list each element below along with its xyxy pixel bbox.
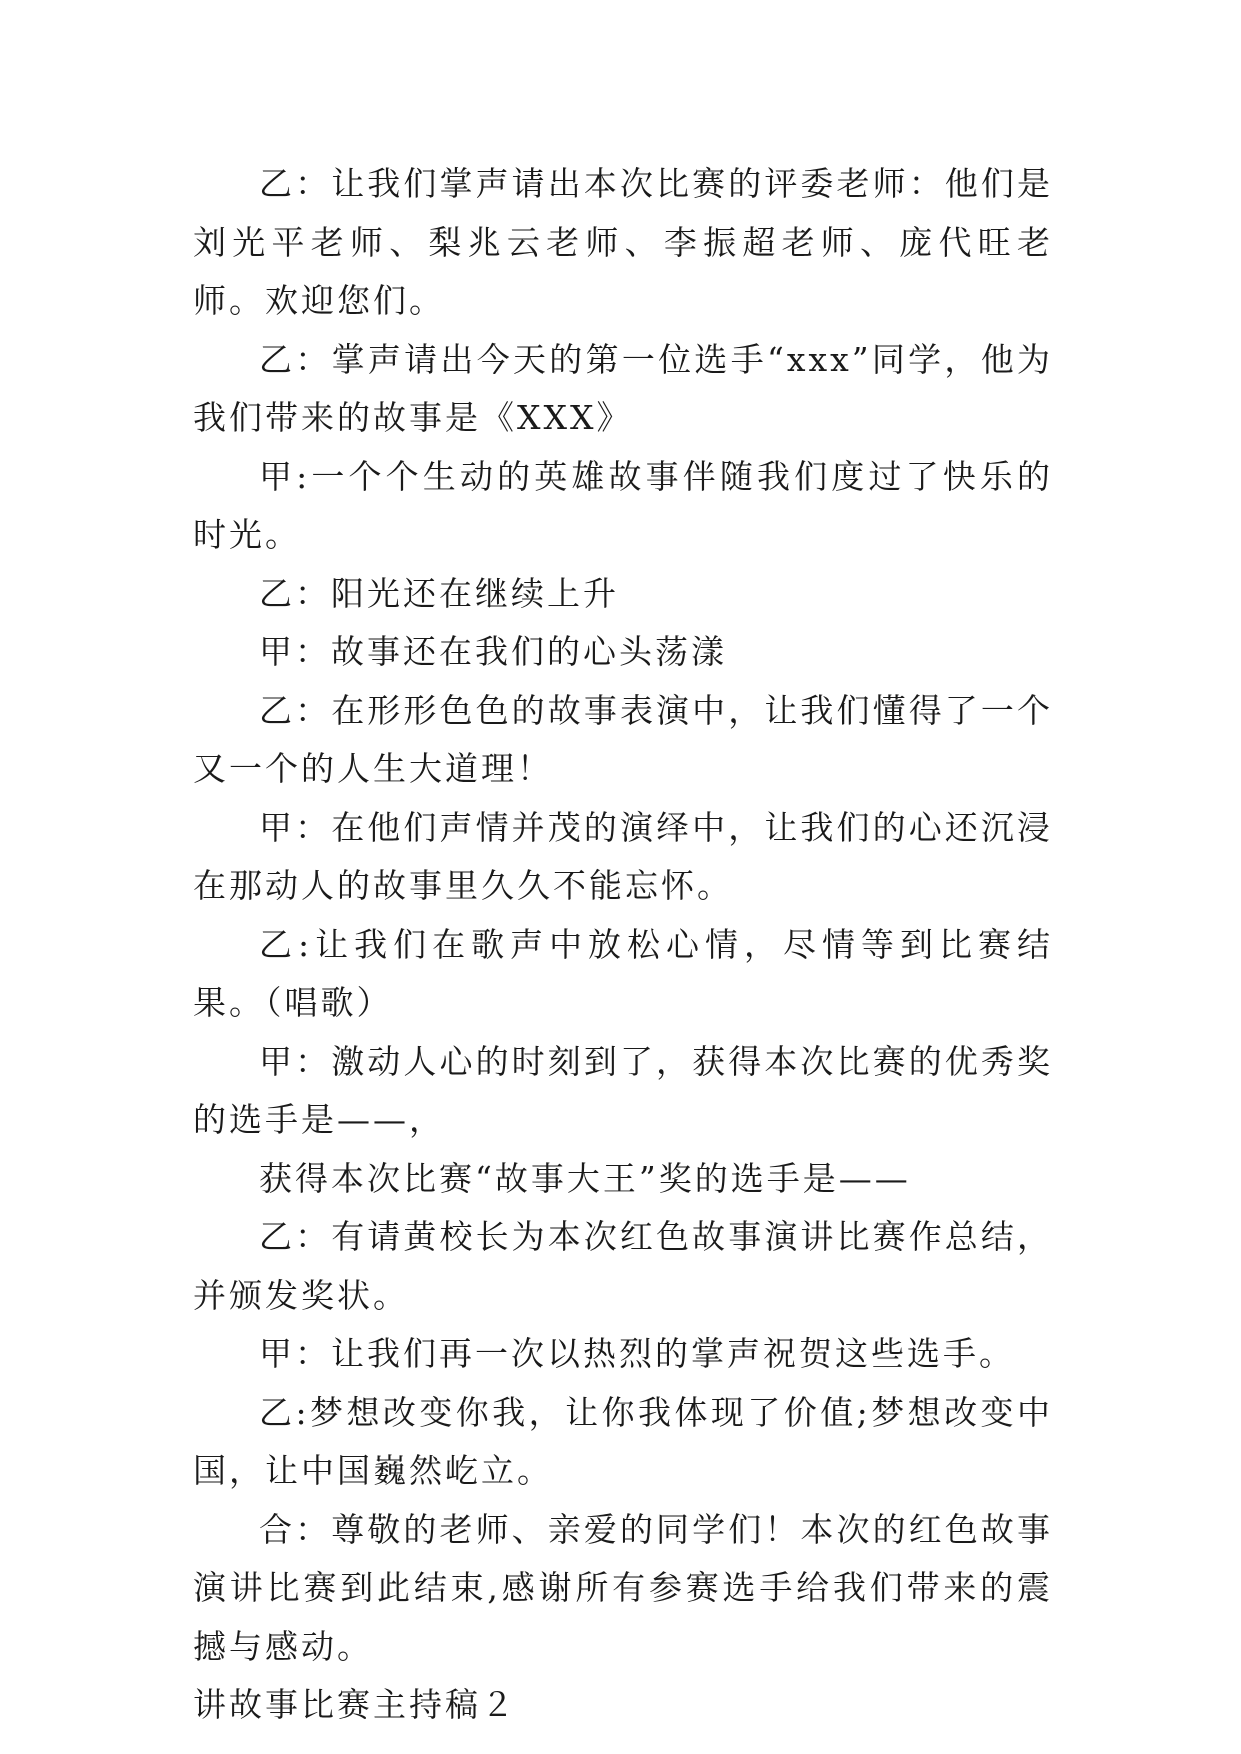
paragraph-dreams: 乙:梦想改变你我，让你我体现了价值;梦想改变中国，让中国巍然屹立。 [193,1392,1053,1490]
paragraph-heroic-stories: 甲:一个个生动的英雄故事伴随我们度过了快乐的时光。 [193,456,1053,554]
paragraph-excellence-award: 甲：激动人心的时刻到了，获得本次比赛的优秀奖的选手是——， [193,1041,1053,1139]
paragraph-stories-heart: 甲：故事还在我们的心头荡漾 [259,632,727,671]
paragraph-congratulate: 甲：让我们再一次以热烈的掌声祝贺这些选手。 [259,1334,1015,1373]
paragraph-first-contestant: 乙：掌声请出今天的第一位选手“xxx”同学，他为我们带来的故事是《XXX》 [193,339,1053,437]
paragraph-principal-summary: 乙：有请黄校长为本次红色故事演讲比赛作总结，并颁发奖状。 [193,1217,1053,1315]
paragraph-closing: 合：尊敬的老师、亲爱的同学们！本次的红色故事演讲比赛到此结束,感谢所有参赛选手给我们带来的震撼与感动。 [193,1509,1053,1666]
document-body [193,155,1053,1735]
paragraph-judges-intro: 乙：让我们掌声请出本次比赛的评委老师：他们是刘光平老师、梨兆云老师、李振超老师、庞代旺老师。欢迎您们。 [193,164,1053,320]
paragraph-story-king-award: 获得本次比赛“故事大王”奖的选手是—— [259,1158,911,1198]
paragraph-moving-stories: 甲：在他们声情并茂的演绎中，让我们的心还沉浸在那动人的故事里久久不能忘怀。 [193,807,1053,905]
section-heading-script-2: 讲故事比赛主持稿２ [193,1685,517,1724]
paragraph-singing: 乙:让我们在歌声中放松心情，尽情等到比赛结果。（唱歌） [193,924,1053,1022]
paragraph-sunshine-rising: 乙：阳光还在继续上升 [259,573,619,613]
paragraph-life-lessons: 乙：在形形色色的故事表演中，让我们懂得了一个又一个的人生大道理！ [193,690,1053,788]
